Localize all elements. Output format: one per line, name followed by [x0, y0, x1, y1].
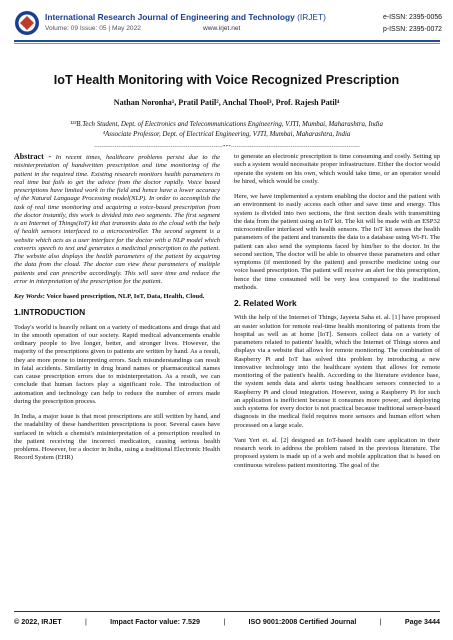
- header-rule: [14, 40, 440, 42]
- author-list: Nathan Noronha¹, Pratil Patil², Anchal Thool³, Prof. Rajesh Patil⁴: [113, 98, 340, 107]
- keywords: [14, 293, 220, 301]
- section-separator: ---------------------------------------------------------------------***---------------------------------------------------------------------: [94, 145, 360, 150]
- keywords-label: Key Words: [14, 293, 43, 300]
- footer-page-number: Page 3444: [404, 617, 440, 626]
- journal-issn: [383, 12, 442, 36]
- abstract-text: In recent times, healthcare problems persist due to the misinterpretation of handwritten prescription and time monitoring of the patient in the required time. Existing research monitors health parameters in real time but fails to get the advice from the doctor rapidly. Voice based prescriptions have limited work in the field and hence have a lower accuracy of the Natural Language Processing model(NLP). In order to accomplish the task of real time monitoring and acquiring a voice-based prescription from the doctor instantly, this work is divided into two segments. The first segment is an Internet of Things(IoT) kit that transmits data to the cloud with the help of health sensors interfaced to a microcontroller. The second segment is a website which acts as a user interface for the doctor with a NLP model which converts speech to text and generates a medicinal prescription to the patient. The website also displays the health parameters of the patient by acquiring the data from the cloud. The doctor can view these parameters of multiple patients and can prescribe accordingly. This will save time and reduce the error in interpretation of the prescription for the patient.: [14, 154, 221, 285]
- irjet-logo-icon: [14, 10, 40, 36]
- journal-volume: Volume: 09 Issue: 05 | May 2022: [45, 25, 141, 32]
- intro-paragraph-3: to generate an electronic prescription is time consuming and costly. Setting up such a system would necessitate proper infrastructure. Either the doctor would operate the system on his own, which would take time, or an operator would be hired, which would be costly.: [234, 153, 440, 185]
- journal-abbr: (IRJET): [297, 12, 326, 22]
- pissn: p-ISSN: 2395-0072: [383, 26, 442, 33]
- header-rule-thin: [14, 43, 440, 44]
- related-work-paragraph-2: Vani Yeri et. al. [2] designed an IoT-based health care application in their research work to address the problem raised in the previous literature. The proposed system is made up of a web and mobile application that is based on continuous wireless patient monitoring. The goal of the: [234, 436, 440, 469]
- affiliation-students: ¹²³B.Tech Student, Dept. of Electronics and Telecommunications Engineering, VJTI, Mumbai, Maharashtra, India: [70, 121, 383, 128]
- affiliations: [20, 120, 433, 140]
- intro-paragraph-2: In India, a major issue is that most prescriptions are still written by hand, and the readability of these handwritten prescriptions is poor. Several cases have surfaced in which a chemist's misinterpretation of a prescription resulted in the patient receiving the incorrect medication, causing serious health problems. However, for a doctor in India, using a traditional Electronic Health Record System (EHR): [14, 413, 220, 462]
- journal-title-text: International Research Journal of Engineering and Technology: [45, 12, 295, 22]
- keywords-text: : Voice based prescription, NLP, IoT, Data, Health, Cloud.: [42, 293, 205, 300]
- right-column: [234, 153, 440, 477]
- journal-header: [14, 10, 442, 40]
- abstract-label: Abstract -: [14, 152, 52, 161]
- left-column: [14, 153, 220, 470]
- abstract: [14, 153, 220, 286]
- footer-copyright: © 2022, IRJET: [14, 617, 62, 626]
- intro-paragraph-4: Here, we have implemented a system enabling the doctor and the patient with an environment to easily access each other and save time and energy. This system is divided into two sections, the first section deals with transmitting the data from the patient using an IoT kit. The kit will be made with an ESP32 microcontroller interfaced with health sensors. The IoT kit senses the health parameters of the patient and transmits the data to a database using Wi-Fi. The patient can also send the symptoms faced by him/her to the doctor. In the second section, The doctor will be able to observe these parameters and other symptoms (if mentioned by the patient) and prescribe medicine using our voice based prescription. The patient will receive an alert for this prescription, hence the time consumed will be very less compared to the traditional methods.: [234, 193, 440, 291]
- affiliation-professor: ⁴Associate Professor, Dept. of Electrical Engineering, VJTI, Mumbai, Maharashtra, India: [102, 131, 351, 138]
- eissn: e-ISSN: 2395-0056: [383, 14, 442, 21]
- footer-impact-factor: Impact Factor value: 7.529: [110, 617, 201, 626]
- journal-name: [45, 12, 326, 22]
- footer-iso: ISO 9001:2008 Certified Journal: [248, 617, 357, 626]
- journal-website[interactable]: www.irjet.net: [203, 25, 241, 32]
- related-work-paragraph-1: With the help of the Internet of Things, Jayeeta Saha et. al. [1] have proposed an easier solution for remote real-time health monitoring of patients from the hospital as well as at home [IoT]. Sensors collect data on a variety of parameters related to patients' health, which the Internet of Things stores and displays via a website that allows for remote monitoring. The combination of Raspberry Pi and IoT has solved this problem by introducing a new innovative technology into the healthcare system that allows for remote monitoring of the patient's health. According to the literature evidence base, the system sends data and alerts using healthcare sensors connected to a Raspberry Pi and cloud integration. However, using a Raspberry Pi for such an application is inefficient because it consumes more power, and deploying such systems for every doctor is not practical because traditional sensor-based diagnosis in the medical field requires more sensors and human effort when processed on a large scale.: [234, 314, 440, 429]
- page-footer: [14, 617, 440, 626]
- intro-paragraph-1: Today's world is heavily reliant on a variety of medications and drugs that aid in the smooth operation of our society. Rapid medical advancements enable ordinary people to live longer, better, and stronger lives. However, the majority of the prescriptions given to patients are written by hand. As a result, they are more prone to interpreting errors. Such misunderstandings can result in fatal accidents. Similarity in drug brand names or pharmaceutical names can cause prescription errors due to misinterpretation. As a result, we can conclude that human factors play a significant role. The introduction of automation and technology can help to reduce the number of errors made during the prescription process.: [14, 323, 220, 405]
- related-work-heading: 2. Related Work: [234, 298, 297, 308]
- intro-heading: 1.INTRODUCTION: [14, 307, 86, 318]
- footer-divider: |: [379, 617, 382, 626]
- footer-divider: |: [84, 617, 87, 626]
- paper-title: IoT Health Monitoring with Voice Recognized Prescription: [53, 73, 400, 87]
- footer-divider: |: [223, 617, 226, 626]
- footer-rule: [14, 611, 440, 612]
